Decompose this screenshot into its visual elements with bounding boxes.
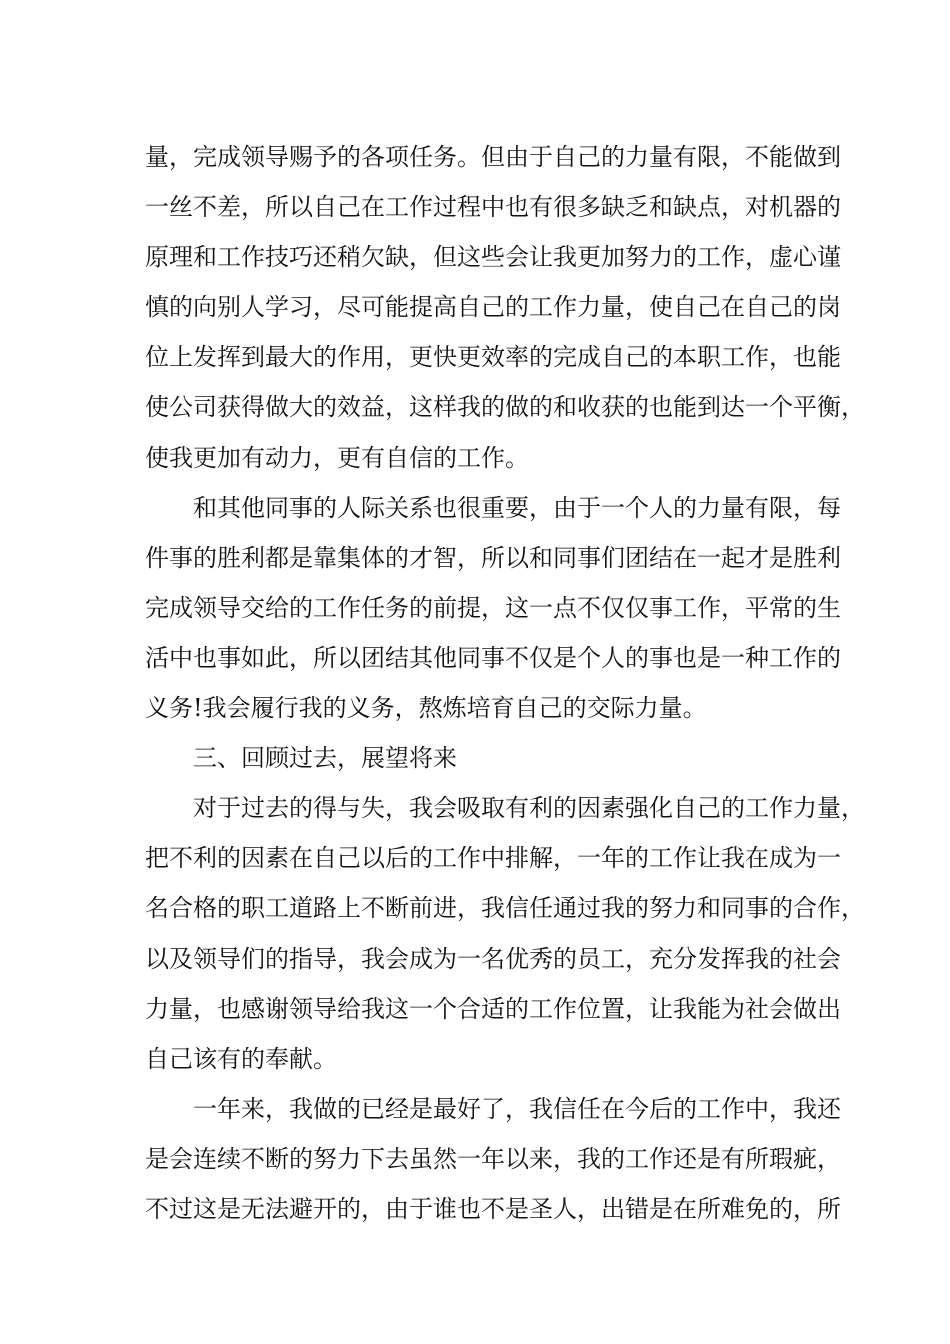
text-line: 一丝不差，所以自己在工作过程中也有很多缺乏和缺点，对机器的 bbox=[145, 193, 841, 222]
paragraph bbox=[145, 1084, 841, 1234]
body-text bbox=[145, 132, 865, 1234]
text-line: 不过这是无法避开的，由于谁也不是圣人，出错是在所难免的，所 bbox=[145, 1194, 841, 1223]
paragraph bbox=[145, 483, 841, 733]
text-line: 力量，也感谢领导给我这一个合适的工作位置，让我能为社会做出 bbox=[145, 994, 841, 1023]
text-line: 量，完成领导赐予的各项任务。但由于自己的力量有限，不能做到 bbox=[145, 143, 841, 171]
text-line: 活中也事如此，所以团结其他同事不仅是个人的事也是一种工作的 bbox=[145, 643, 841, 672]
text-line: 位上发挥到最大的作用，更快更效率的完成自己的本职工作，也能 bbox=[145, 343, 841, 372]
text-line: 慎的向别人学习，尽可能提高自己的工作力量，使自己在自己的岗 bbox=[145, 293, 841, 322]
text-line: 自己该有的奉献。 bbox=[145, 1044, 337, 1073]
text-line: 三、回顾过去，展望将来 bbox=[193, 744, 457, 773]
text-line: 以及领导们的指导，我会成为一名优秀的员工，充分发挥我的社会 bbox=[145, 944, 841, 973]
text-line: 件事的胜利都是靠集体的才智，所以和同事们团结在一起才是胜利 bbox=[145, 543, 841, 572]
text-line: 使公司获得做大的效益，这样我的做的和收获的也能到达一个平衡， bbox=[145, 393, 865, 422]
paragraph bbox=[145, 783, 865, 1084]
text-line: 和其他同事的人际关系也很重要，由于一个人的力量有限，每 bbox=[193, 493, 841, 522]
text-line: 义务!我会履行我的义务，熬炼培育自己的交际力量。 bbox=[145, 694, 707, 723]
text-line: 把不利的因素在自己以后的工作中排解，一年的工作让我在成为一 bbox=[145, 844, 841, 873]
text-line: 是会连续不断的努力下去虽然一年以来，我的工作还是有所瑕疵， bbox=[145, 1144, 841, 1173]
paragraph bbox=[145, 132, 865, 483]
text-line: 使我更加有动力，更有自信的工作。 bbox=[145, 443, 529, 472]
text-line: 对于过去的得与失，我会吸取有利的因素强化自己的工作力量， bbox=[193, 794, 865, 823]
text-line: 名合格的职工道路上不断前进，我信任通过我的努力和同事的合作， bbox=[145, 894, 865, 923]
text-line: 完成领导交给的工作任务的前提，这一点不仅仅事工作，平常的生 bbox=[145, 593, 841, 622]
paragraph bbox=[145, 733, 825, 783]
text-line: 原理和工作技巧还稍欠缺，但这些会让我更加努力的工作，虚心谨 bbox=[145, 243, 841, 272]
text-line: 一年来，我做的已经是最好了，我信任在今后的工作中，我还 bbox=[193, 1094, 841, 1123]
